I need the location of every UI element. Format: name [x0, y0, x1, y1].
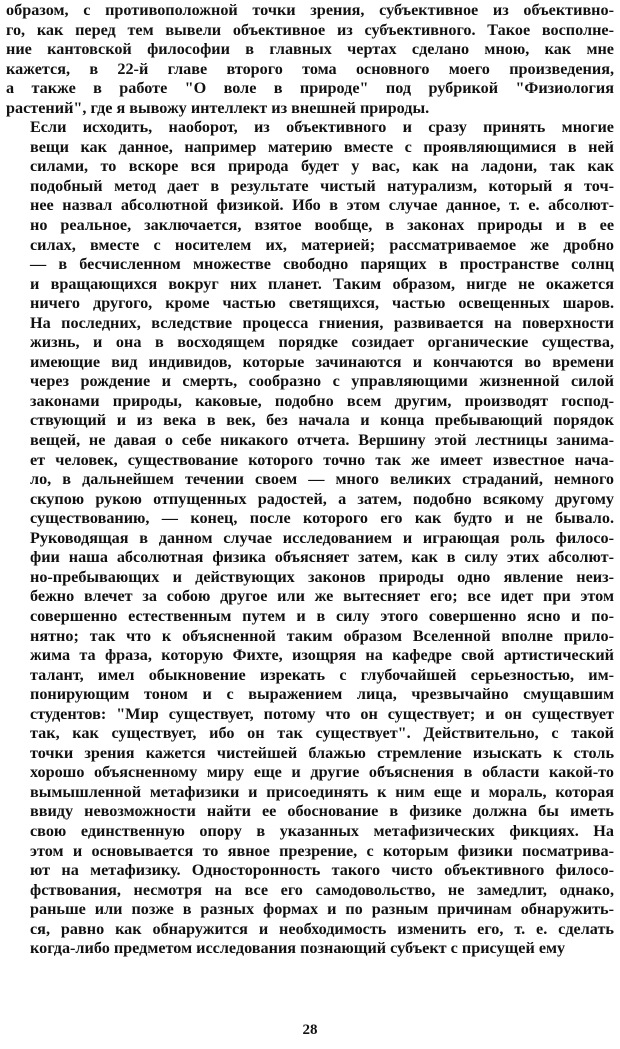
text-line: ют на метафизику. Односторонность такого чисто объективного филосо- — [30, 861, 614, 880]
text-line: го, как перед тем вывели объективное из субъективного. Такое восполне- — [6, 20, 614, 39]
text-line: понирующим тоном и с выражением лица, чрезвычайно смущавшим — [30, 685, 614, 704]
text-line: ло, в дальнейшем течении своем — много великих страданий, немного — [30, 470, 614, 489]
text-line: а также в работе "О воле в природе" под рубрикой "Физиология — [6, 79, 614, 98]
text-line: вымышленной метафизики и присоединять к ним еще и мораль, которая — [30, 782, 614, 801]
text-line: вещей, не давая о себе никакого отчета. Вершину этой лестницы занима- — [30, 431, 614, 450]
text-line: нее назвал абсолютной физикой. Ибо в этом случае данное, т. е. абсолют- — [30, 196, 614, 215]
text-line: вещи как данное, например материю вместе с проявляющимися в ней — [30, 137, 614, 156]
text-line: когда-либо предметом исследования познающий субъект с присущей ему — [30, 939, 566, 958]
text-line: раньше или позже в разных формах и по разным причинам обнаружить- — [30, 900, 614, 919]
page-number: 28 — [302, 1022, 318, 1038]
text-line: так, как существует, ибо он так существует". Действительно, с такой — [30, 724, 614, 743]
text-line: хорошо объясненному миру еще и другие объяснения в области какой-то — [30, 763, 614, 782]
text-line: фствования, несмотря на все его самодовольство, не замедлит, однако, — [30, 880, 614, 899]
text-line: бежно влечет за собою другое или же вытесняет его; все идет при этом — [30, 587, 614, 606]
text-line: талант, имел обыкновение изрекать с глубочайшей серьезностью, им- — [30, 665, 614, 684]
text-line: жизнь, и она в восходящем порядке созидает органические существа, — [30, 333, 614, 352]
text-line: растений", где я вывожу интеллект из внешней природы. — [6, 98, 430, 117]
text-line: образом, с противоположной точки зрения, субъективное из объективно- — [6, 1, 614, 19]
text-line: этом и основывается то явное презрение, с которым физики посматрива- — [30, 841, 614, 860]
text-line: ся, равно как обнаружится и необходимость изменить его, т. е. сделать — [30, 919, 614, 938]
text-line: фии наша абсолютная физика объясняет затем, как в силу этих абсолют- — [30, 548, 614, 567]
text-line: точки зрения кажется чистейшей блажью стремление изыскать к столь — [30, 743, 614, 762]
text-line: Руководящая в данном случае исследованием и играющая роль филосо- — [30, 528, 614, 547]
text-line: ние кантовской философии в главных чертах сделано мною, как мне — [6, 40, 614, 59]
text-line: законами природы, каковые, подобно всем другим, производят господ- — [30, 391, 614, 410]
text-line: и вращающихся вокруг них планет. Таким образом, нигде не окажется — [30, 274, 614, 293]
text-line: кажется, в 22-й главе второго тома основного моего произведения, — [6, 59, 614, 78]
text-line: На последних, вследствие процесса гниения, развивается на поверхности — [30, 313, 614, 332]
text-line: студентов: "Мир существует, потому что он существует; и он существует — [30, 704, 614, 723]
paragraph-1 — [6, 1, 614, 118]
text-line: ввиду невозможности найти ее обоснование в физике должна бы иметь — [30, 802, 614, 821]
text-line: силами, то вскоре вся природа будет у вас, как на ладони, так как — [30, 157, 614, 176]
text-line: скупою рукою отпущенных радостей, а затем, подобно всякому другому — [30, 489, 614, 508]
text-line: силах, вместе с носителем их, материей; рассматриваемое же дробно — [30, 235, 614, 254]
text-line: существованию, — конец, после которого его как будто и не бывало. — [30, 509, 614, 528]
text-line: имеющие вид индивидов, которые зачинаются и кончаются во времени — [30, 352, 614, 371]
text-line: нятно; так что к объясненной таким образом Вселенной вполне прило- — [30, 626, 614, 645]
text-line: ничего другого, кроме частью светящихся, частью освещенных шаров. — [30, 294, 614, 313]
text-line: Если исходить, наоборот, из объективного и сразу принять многие — [30, 118, 614, 137]
text-line: но реальное, заключается, взятое вообще, в законах природы и в ее — [30, 216, 614, 235]
text-line: совершенно естественным путем и в силу этого совершенно ясно и по- — [30, 606, 614, 625]
text-line: ет человек, существование которого точно так же имеет известное нача- — [30, 450, 614, 469]
text-line: но-пребывающих и действующих законов природы одно явление неиз- — [30, 567, 614, 586]
text-line: свою единственную опору в указанных метафизических фикциях. На — [30, 821, 614, 840]
paragraph-2 — [6, 118, 614, 959]
text-line: ствующий и из века в век, без начала и конца пребывающий порядок — [30, 411, 614, 430]
text-line: подобный метод дает в результате чистый натурализм, который я точ- — [30, 176, 614, 195]
text-line: через рождение и смерть, сообразно с управляющими жизненной силой — [30, 372, 614, 391]
text-line: — в бесчисленном множестве свободно парящих в пространстве солнц — [30, 255, 614, 274]
text-line: жима та фраза, которую Фихте, изощряя на кафедре свой артистический — [30, 646, 614, 665]
